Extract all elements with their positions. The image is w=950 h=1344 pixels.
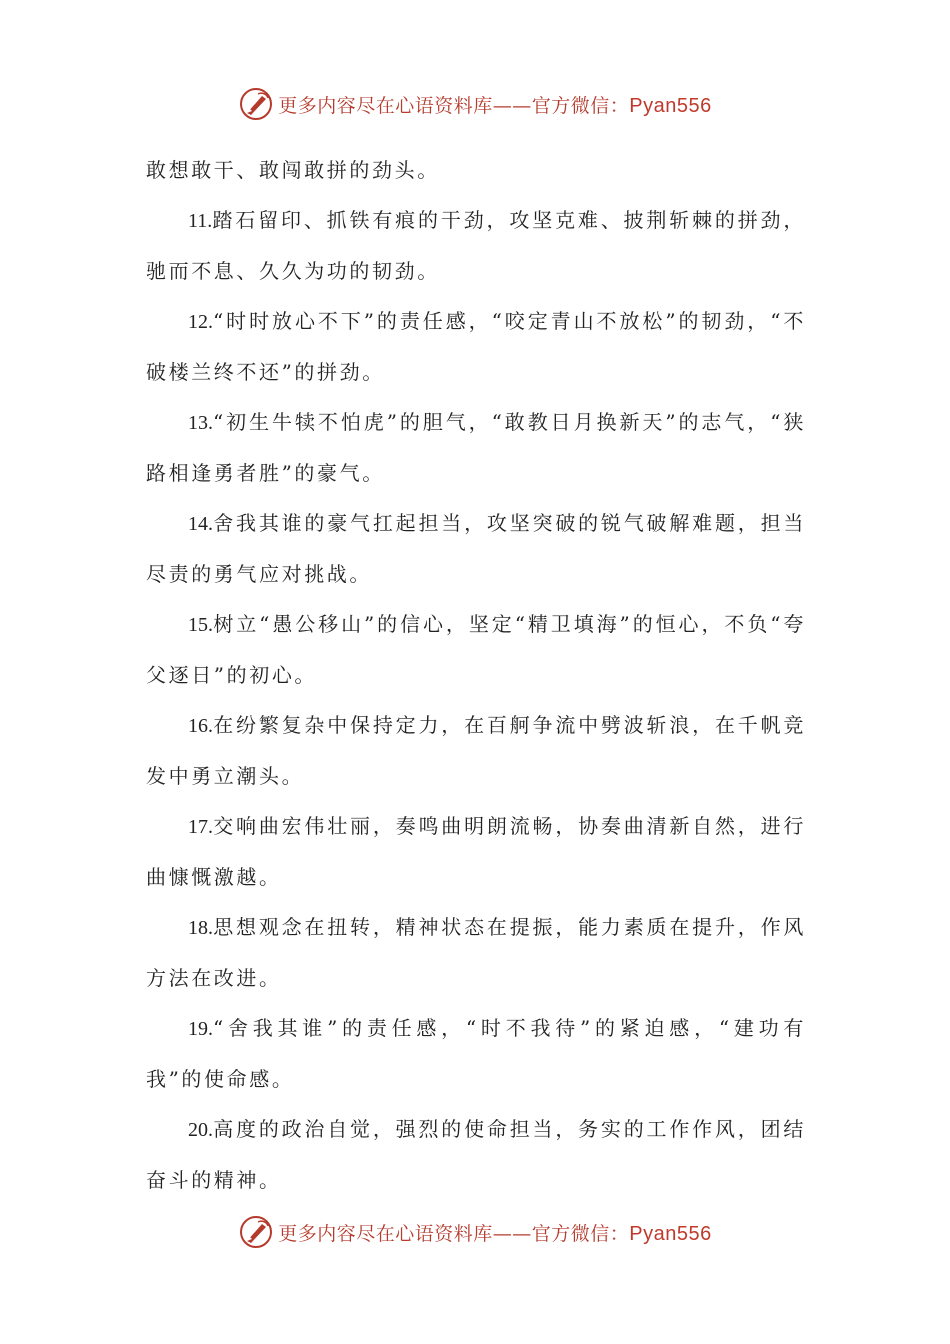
paragraph-19 [146, 1003, 806, 1104]
item-number: 19. [188, 1018, 213, 1040]
paragraph-text: “初生牛犊不怕虎”的胆气，“敢教日月换新天”的志气，“狭路相逢勇者胜”的豪气。 [146, 410, 806, 485]
banner-wechat-label: 官方微信： [531, 1222, 630, 1245]
paragraph-13 [146, 397, 806, 498]
paragraph-text: “时时放心不下”的责任感，“咬定青山不放松”的韧劲，“不破楼兰终不还”的拼劲。 [146, 309, 806, 384]
paragraph-14 [146, 498, 806, 599]
item-number: 13. [188, 412, 213, 434]
paragraph-text: “舍我其谁”的责任感，“时不我待”的紧迫感，“建功有我”的使命感。 [146, 1016, 806, 1091]
paragraph-text: 在纷繁复杂中保持定力，在百舸争流中劈波斩浪，在千帆竞发中勇立潮头。 [146, 713, 806, 788]
paragraph-text: 高度的政治自觉，强烈的使命担当，务实的工作作风，团结奋斗的精神。 [146, 1117, 806, 1192]
banner-title: 更多内容尽在心语资料库 [278, 1222, 493, 1245]
paragraph-15 [146, 599, 806, 700]
item-number: 20. [188, 1119, 213, 1141]
document-body [146, 145, 806, 1205]
banner-separator: —— [492, 94, 532, 117]
banner-wechat-id: Pyan556 [629, 1222, 712, 1245]
paragraph-text: 思想观念在扭转，精神状态在提振，能力素质在提升，作风方法在改进。 [146, 915, 806, 990]
paragraph-text: 踏石留印、抓铁有痕的干劲，攻坚克难、披荆斩棘的拼劲，驰而不息、久久为功的韧劲。 [146, 208, 806, 283]
pen-logo-icon [238, 86, 274, 122]
item-number: 12. [188, 311, 213, 333]
paragraph-11 [146, 195, 806, 296]
banner-text [278, 91, 712, 118]
item-number: 11. [188, 210, 213, 232]
paragraph-0 [146, 145, 806, 195]
item-number: 14. [188, 513, 213, 535]
item-number: 15. [188, 614, 213, 636]
paragraph-20 [146, 1104, 806, 1205]
item-number: 17. [188, 816, 213, 838]
banner-text [278, 1219, 712, 1246]
paragraph-text: 舍我其谁的豪气扛起担当，攻坚突破的锐气破解难题，担当尽责的勇气应对挑战。 [146, 511, 806, 586]
banner-title: 更多内容尽在心语资料库 [278, 94, 493, 117]
banner-wechat-label: 官方微信： [531, 94, 630, 117]
paragraph-text: 交响曲宏伟壮丽，奏鸣曲明朗流畅，协奏曲清新自然，进行曲慷慨激越。 [146, 814, 806, 889]
paragraph-text: 树立“愚公移山”的信心，坚定“精卫填海”的恒心，不负“夸父逐日”的初心。 [146, 612, 806, 687]
footer-banner [0, 1212, 950, 1252]
pen-logo-icon [238, 1214, 274, 1250]
paragraph-16 [146, 700, 806, 801]
paragraph-17 [146, 801, 806, 902]
paragraph-12 [146, 296, 806, 397]
item-number: 18. [188, 917, 213, 939]
banner-separator: —— [492, 1222, 532, 1245]
item-number: 16. [188, 715, 213, 737]
paragraph-text: 敢想敢干、敢闯敢拼的劲头。 [146, 158, 440, 182]
header-banner [0, 84, 950, 124]
banner-wechat-id: Pyan556 [629, 94, 712, 117]
paragraph-18 [146, 902, 806, 1003]
